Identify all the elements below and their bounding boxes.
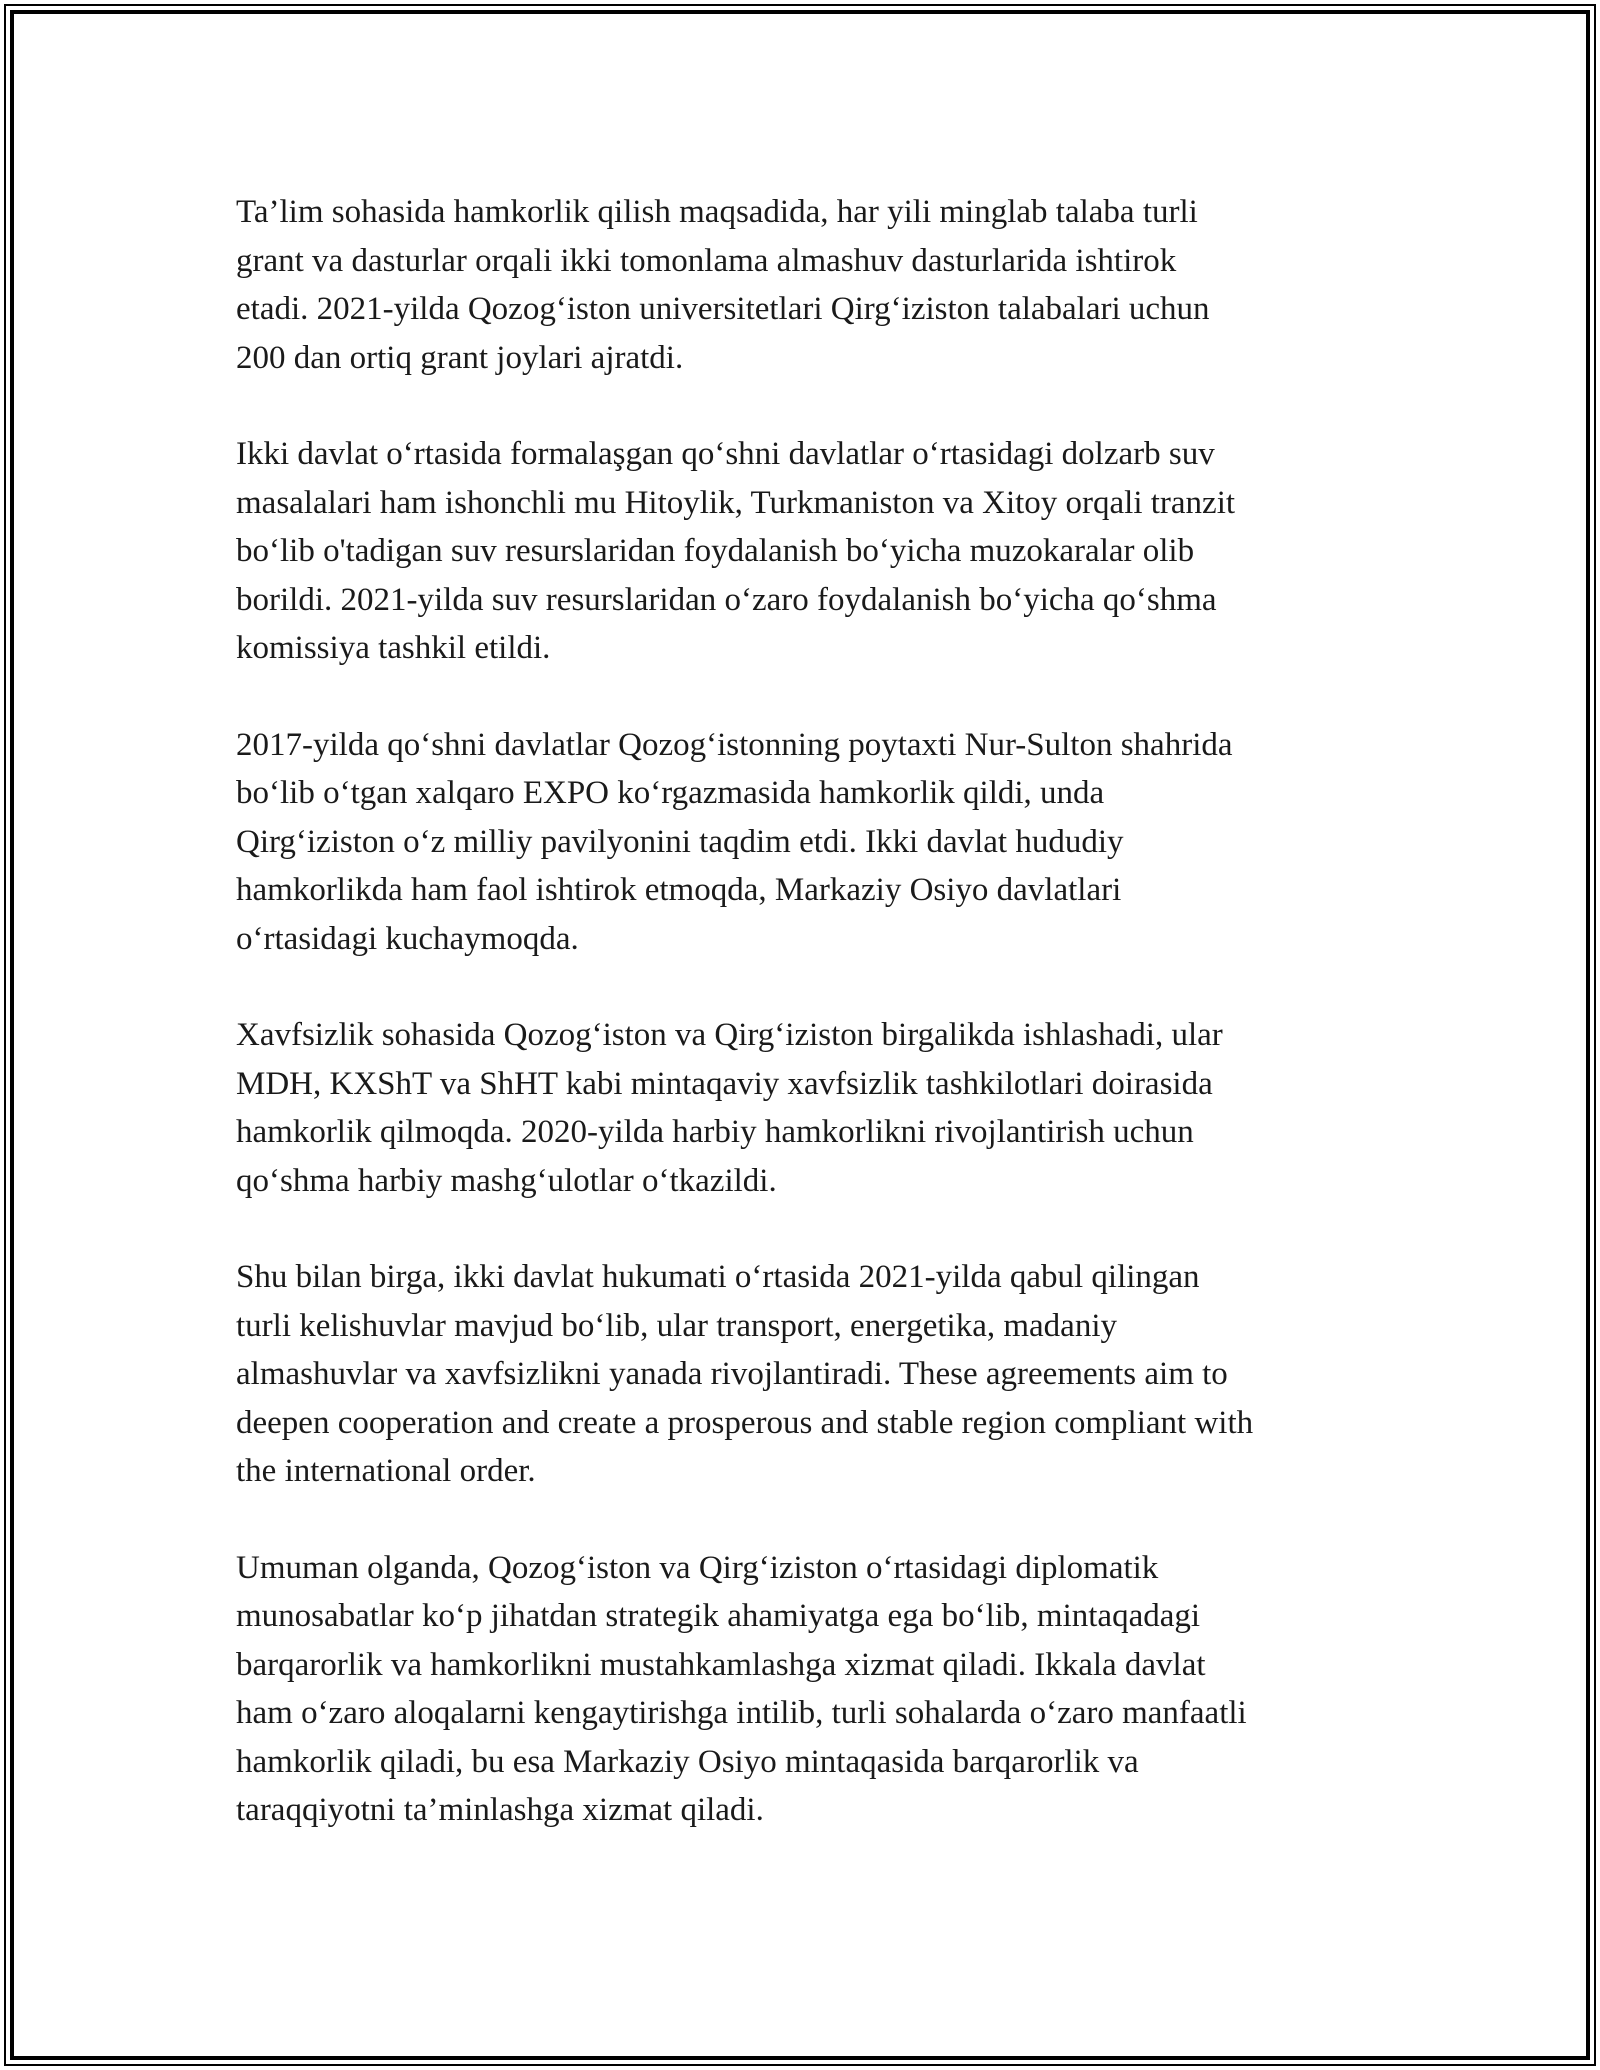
text-line: Ikki davlat o‘rtasida formalaşgan qo‘shni davlatlar o‘rtasidagi dolzarb suv: [236, 436, 1215, 472]
text-line: Qirg‘iziston o‘z milliy pavilyonini taqdim etdi. Ikki davlat hududiy: [236, 823, 1124, 860]
text-line: almashuvlar va xavfsizlikni yanada rivojlantiradi. These agreements aim to: [236, 1356, 1228, 1392]
text-line: qo‘shma harbiy mashg‘ulotlar o‘tkazildi.: [236, 1162, 777, 1199]
text-line: munosabatlar ko‘p jihatdan strategik ahamiyatga ega bo‘lib, mintaqadagi: [236, 1598, 1201, 1634]
text-line: ham o‘zaro aloqalarni kengaytirishga intilib, turli sohalarda o‘zaro manfaatli: [236, 1695, 1247, 1731]
text-line: turli kelishuvlar mavjud bo‘lib, ular transport, energetika, madaniy: [236, 1307, 1117, 1344]
paragraph-water: [236, 430, 1376, 673]
text-line: 2017-yilda qo‘shni davlatlar Qozog‘istonning poytaxti Nur-Sulton shahrida: [236, 726, 1233, 763]
paragraph-security: [236, 1011, 1376, 1205]
text-line: hamkorlik qiladi, bu esa Markaziy Osiyo mintaqasida barqarorlik va: [236, 1743, 1139, 1780]
text-line: hamkorlikda ham faol ishtirok etmoqda, Markaziy Osiyo davlatlari: [236, 872, 1122, 908]
paragraph-education: [236, 188, 1376, 382]
paragraph-agreements: [236, 1253, 1376, 1496]
text-line: o‘rtasidagi kuchaymoqda.: [236, 920, 579, 957]
paragraph-expo: [236, 721, 1376, 964]
text-line: etadi. 2021-yilda Qozog‘iston universitetlari Qirg‘iziston talabalari uchun: [236, 291, 1210, 327]
text-line: Xavfsizlik sohasida Qozog‘iston va Qirg‘iziston birgalikda ishlashadi, ular: [236, 1017, 1223, 1053]
text-line: taraqqiyotni ta’minlashga xizmat qiladi.: [236, 1792, 764, 1828]
text-line: MDH, KXShT va ShHT kabi mintaqaviy xavfsizlik tashkilotlari doirasida: [236, 1065, 1213, 1102]
text-line: Ta’lim sohasida hamkorlik qilish maqsadida, har yili minglab talaba turli: [236, 194, 1198, 230]
text-line: deepen cooperation and create a prosperous and stable region compliant with: [236, 1404, 1254, 1441]
document-body: [236, 188, 1376, 1883]
text-line: Shu bilan birga, ikki davlat hukumati o‘rtasida 2021-yilda qabul qilingan: [236, 1259, 1200, 1295]
text-line: barqarorlik va hamkorlikni mustahkamlashga xizmat qiladi. Ikkala davlat: [236, 1646, 1206, 1683]
text-line: bo‘lib o'tadigan suv resurslaridan foydalanish bo‘yicha muzokaralar olib: [236, 533, 1195, 569]
paragraph-conclusion: [236, 1544, 1376, 1835]
text-line: the international order.: [236, 1453, 536, 1489]
text-line: komissiya tashkil etildi.: [236, 630, 551, 666]
text-line: Umuman olganda, Qozog‘iston va Qirg‘iziston o‘rtasidagi diplomatik: [236, 1549, 1159, 1586]
text-line: 200 dan ortiq grant joylari ajratdi.: [236, 339, 684, 376]
text-line: bo‘lib o‘tgan xalqaro EXPO ko‘rgazmasida hamkorlik qildi, unda: [236, 775, 1105, 811]
text-line: masalalari ham ishonchli mu Hitoylik, Turkmaniston va Xitoy orqali tranzit: [236, 484, 1236, 521]
text-line: borildi. 2021-yilda suv resurslaridan o‘zaro foydalanish bo‘yicha qo‘shma: [236, 581, 1217, 618]
text-line: grant va dasturlar orqali ikki tomonlama almashuv dasturlarida ishtirok: [236, 242, 1177, 279]
text-line: hamkorlik qilmoqda. 2020-yilda harbiy hamkorlikni rivojlantirish uchun: [236, 1114, 1194, 1150]
